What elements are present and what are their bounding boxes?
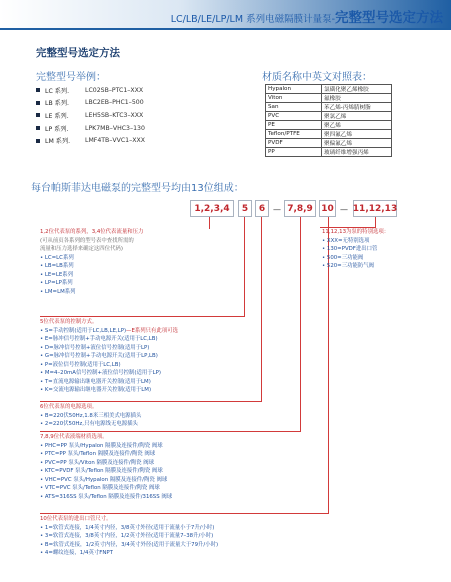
series-block (40, 228, 143, 296)
material-zh: 氯磺化聚乙烯橡胶 (322, 85, 392, 94)
list-item: • ATS=316SS 泵头/Teflon 隔膜及连接件/316SS 阀球 (40, 493, 173, 500)
material-zh: 氟橡胶 (322, 94, 392, 103)
connector-line (261, 217, 262, 402)
header-main-title: 完整型号选定方法 (335, 10, 443, 26)
materials-table (265, 84, 392, 157)
connector-line (244, 217, 245, 317)
power-head (40, 403, 141, 412)
list-item: • D=脉冲信号控制+液位信号控制(适用于LP) (40, 344, 150, 351)
connector-line (209, 217, 210, 229)
list-item: • 3=软管式连接，3/8英寸内径，1/2英寸外径(适用于流量7–38升/小时) (40, 533, 214, 539)
example-code: LBC2EB–PHC1–500 (85, 99, 144, 107)
list-item: • E=脉冲信号控制+手动电源开关(适用于LC,LB) (40, 336, 158, 342)
material-zh: 苯乙烯-丙烯腈树脂 (322, 103, 392, 112)
list-item: • PTC=PP 泵头/Teflon 隔膜及连接件/陶瓷 阀球 (40, 451, 156, 457)
header-rule (0, 28, 451, 30)
list-item: • 520=三功能防气阀 (322, 263, 375, 269)
series-head-2: (可从前页各系列的型号表中查找所需的 (40, 237, 134, 244)
list-item: • K=交流电源输出继电器开关控制(适用于LM) (40, 387, 152, 393)
list-item: • XXX=无特别选项 (322, 237, 370, 244)
list-item: • 1=软管式连接，1/4英寸内径，3/8英寸外径(适用于流量小于7升/小时) (40, 524, 215, 531)
material-en: Teflon/PTFE (266, 130, 322, 139)
material-zh: 玻璃纤维增强丙烯 (322, 148, 392, 157)
material-zh: 聚氯乙烯 (322, 112, 392, 121)
example-series: LC 系列. (45, 87, 70, 95)
list-item: • B=220伏50Hz,1.8米三相美式电源插头 (40, 412, 142, 419)
list-item: • VHC=PVC 泵头/Hypalon 隔膜及连接件/陶瓷 阀球 (40, 476, 168, 483)
option-block (322, 228, 389, 271)
list-item: • P=液位信号控制(适用于LC,LB) (40, 361, 121, 368)
example-code: LPK7MB–VHC3–130 (85, 124, 145, 132)
material-head (40, 433, 172, 442)
control-block (40, 318, 178, 395)
example-row (36, 134, 236, 147)
table-row (266, 148, 392, 157)
code-dash: — (340, 205, 348, 214)
connector-line (40, 431, 301, 432)
examples-title: 完整型号举例： (36, 72, 106, 83)
series-head-3: 流量和压力选择来确定这四位代码) (40, 246, 123, 252)
header-prefix: LC/LB/LE/LP/LM 系列电磁隔膜计量泵- (170, 14, 335, 25)
material-en: PP (266, 148, 322, 157)
material-en: Hypalon (266, 85, 322, 94)
option-head-text: 11,12,13为泵的特别选项： (322, 229, 390, 235)
square-bullet-icon (36, 139, 40, 143)
list-item: • KTC=PVDF 泵头/Teflon 隔膜及连接件/陶瓷 阀球 (40, 468, 163, 474)
material-en: PVDF (266, 139, 322, 148)
list-item: • PVC=PP 泵头/Viton 隔膜及连接件/陶瓷 阀球 (40, 459, 154, 466)
example-series: LE 系列. (45, 112, 69, 120)
connector-line (40, 401, 262, 402)
list-item: • 500=三功能阀 (322, 254, 364, 261)
list-item: • 2=220伏50Hz,只有电源线无电源插头 (40, 421, 138, 427)
list-item: • VTC=PVC 泵头/Teflon 隔膜及连接件/陶瓷 阀球 (40, 485, 160, 491)
example-code: LEH5SB–KTC3–XXX (85, 111, 144, 119)
example-row (36, 84, 236, 97)
code-box-7-9: 7,8,9 (284, 200, 316, 217)
list-item: • G=脉冲信号控制+手动电源开关(适用于LP,LB) (40, 353, 158, 359)
code-dash: — (273, 205, 281, 214)
code-box-1-4: 1,2,3,4 (190, 200, 234, 217)
list-item: • LE=LE系列 (40, 271, 74, 278)
square-bullet-icon (36, 88, 40, 92)
list-item: • 4=螺纹连接，1/4英寸FNPT (40, 550, 113, 556)
series-head (40, 228, 143, 237)
table-row (266, 94, 392, 103)
table-row (266, 112, 392, 121)
example-series: LM 系列. (45, 138, 71, 146)
table-row (266, 85, 392, 94)
list-item: • M=4–20mA信号控制+液位信号控制(适用于LP) (40, 370, 162, 376)
port-block (40, 515, 218, 558)
list-item: • LP=LP系列 (40, 280, 73, 286)
connector-line (40, 316, 245, 317)
list-item (40, 327, 178, 336)
square-bullet-icon (36, 101, 40, 105)
material-en: San (266, 103, 322, 112)
list-item-text: • S=手动控制(适用于LC,LB,LE,LP) (40, 327, 127, 334)
power-block (40, 403, 141, 429)
code-box-10: 10 (319, 200, 336, 217)
material-en: Viton (266, 94, 322, 103)
material-block (40, 433, 172, 501)
example-row (36, 109, 236, 122)
control-head (40, 318, 178, 327)
list-item: • T=直流电源输出继电器开关控制(适用于LM) (40, 378, 151, 385)
list-item: • B=软管式连接，1/2英寸内径，3/4英寸外径(适用于流量大于79升/小时) (40, 541, 219, 548)
example-series: LP 系列. (45, 125, 69, 133)
connector-line (375, 217, 376, 227)
examples-list (36, 84, 236, 147)
example-row (36, 97, 236, 110)
control-head-text: 5位代表泵的控制方式。 (40, 319, 98, 325)
material-zh: 聚四氟乙烯 (322, 130, 392, 139)
connector-line (300, 217, 301, 432)
code-box-5: 5 (238, 200, 252, 217)
material-zh: 聚偏氟乙烯 (322, 139, 392, 148)
material-en: PE (266, 121, 322, 130)
table-row (266, 130, 392, 139)
material-zh: 聚乙烯 (322, 121, 392, 130)
section-title: 完整型号选定方法 (36, 47, 120, 59)
list-item: • LC=LC系列 (40, 254, 74, 261)
table-row (266, 139, 392, 148)
header-title (171, 6, 443, 26)
example-code: LMF4TB–VVC1–XXX (85, 137, 145, 145)
materials-title: 材质名称中英文对照表： (262, 72, 372, 83)
example-code: LC02SB–PTC1–XXX (85, 86, 144, 94)
list-item: • LB=LB系列 (40, 263, 74, 269)
port-head-text: 10位代表泵的进出口管尺寸。 (40, 516, 112, 522)
table-row (266, 103, 392, 112)
list-item: • 130=PVDF进出口管 (322, 246, 378, 252)
example-row (36, 122, 236, 135)
port-head (40, 515, 218, 524)
material-en: PVC (266, 112, 322, 121)
connector-line (40, 513, 329, 514)
list-item: • PHC=PP 泵头/Hypalon 隔膜及连接件/陶瓷 阀球 (40, 442, 163, 449)
square-bullet-icon (36, 126, 40, 130)
list-item: • LM=LM系列 (40, 288, 76, 295)
model-code-title: 每台帕斯菲达电磁泵的完整型号均由13位组成： (31, 183, 244, 194)
material-head-text: 7,8,9位代表液端材质选项。 (40, 434, 108, 440)
page-header (0, 0, 451, 28)
square-bullet-icon (36, 113, 40, 117)
power-head-text: 6位代表泵的电源选项。 (40, 404, 98, 410)
table-row (266, 121, 392, 130)
series-head-text: 1,2位代表泵的系列，3,4位代表流量和压力 (40, 229, 144, 235)
example-series: LB 系列. (45, 100, 70, 108)
option-head (322, 228, 389, 237)
code-box-6: 6 (255, 200, 269, 217)
list-item-note: —E系列只有此项可选 (126, 327, 178, 334)
code-box-11-13: 11,12,13 (353, 200, 397, 217)
